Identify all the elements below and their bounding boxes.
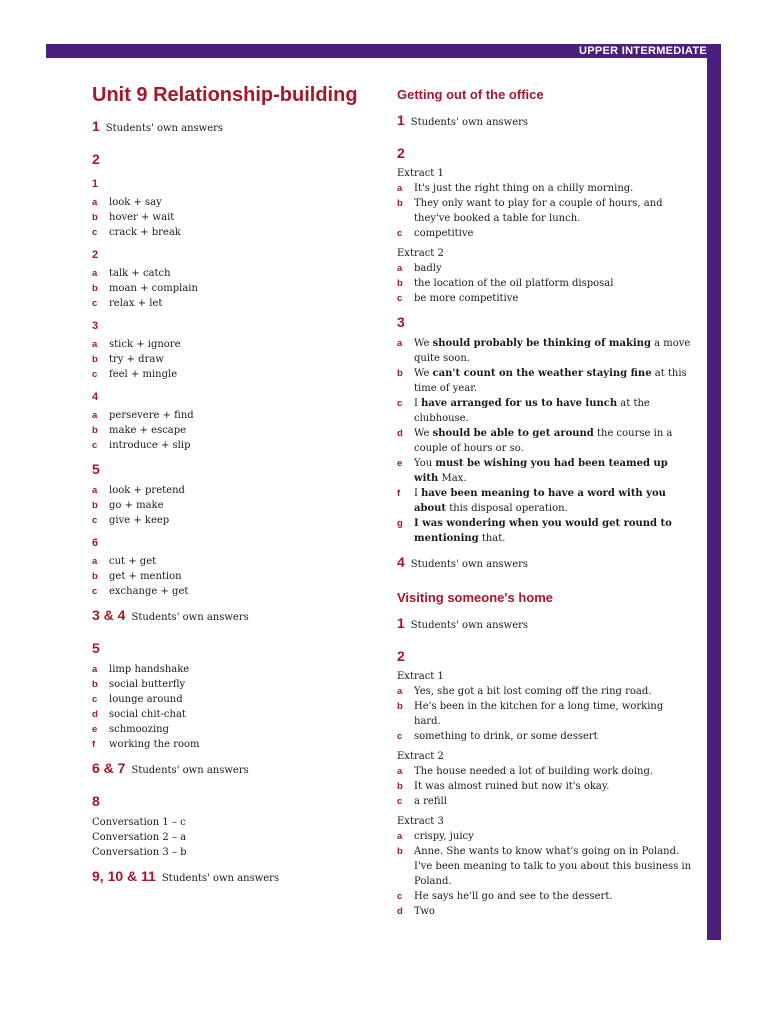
item-letter: b <box>92 425 98 436</box>
list-item <box>397 276 692 291</box>
exercise-8 <box>92 791 382 860</box>
item-text: We <box>414 368 433 379</box>
item-letter: a <box>92 556 98 567</box>
item-letter: b <box>92 500 98 511</box>
list-item <box>397 779 692 794</box>
item-bold-text: have been meaning to have a word with you about <box>414 488 666 514</box>
item-text: crack + break <box>109 227 181 238</box>
right-column <box>397 82 692 925</box>
item-letter: b <box>92 679 98 690</box>
list-item <box>92 195 382 210</box>
exercise-5-second <box>92 638 382 752</box>
item-letter: e <box>397 458 403 469</box>
item-text: crispy, juicy <box>414 831 474 842</box>
item-letter: c <box>397 796 403 807</box>
item-text: at the clubhouse. <box>414 398 650 424</box>
item-text: The house needed a lot of building work doing. <box>414 766 654 777</box>
item-letter: c <box>92 440 98 451</box>
item-text: social butterfly <box>109 679 186 690</box>
item-text: be more competitive <box>414 293 519 304</box>
section-title-office: Getting out of the office <box>397 87 544 102</box>
list-item <box>397 764 692 779</box>
list-item <box>92 569 382 584</box>
item-text: He says he'll go and see to the dessert. <box>414 891 613 902</box>
sub-number: 3 <box>92 320 99 332</box>
item-letter: a <box>397 831 403 842</box>
item-text: They only want to play for a couple of hours, and they've booked a table for lunch. <box>414 198 663 224</box>
item-letter: a <box>92 268 98 279</box>
exercise-3-4-heading <box>92 605 382 628</box>
item-text: feel + mingle <box>109 369 178 380</box>
list-item <box>92 677 382 692</box>
list-item <box>92 707 382 722</box>
item-text: We <box>414 428 433 439</box>
item-text: persevere + find <box>109 410 194 421</box>
item-letter: a <box>397 183 403 194</box>
list-item <box>397 456 692 486</box>
list-item <box>397 366 692 396</box>
exercise-note: Students' own answers <box>161 873 280 884</box>
list-item <box>397 729 692 744</box>
item-text: something to drink, or some dessert <box>414 731 598 742</box>
item-text: stick + ignore <box>109 339 181 350</box>
item-letter: a <box>397 263 403 274</box>
exercise-number: 1 <box>92 118 100 134</box>
list-item <box>397 196 692 226</box>
list-item <box>92 281 382 296</box>
item-bold-text: should probably be thinking of making <box>432 338 651 349</box>
sub-number: 4 <box>92 391 99 403</box>
conversation-line: Conversation 2 – a <box>92 832 187 843</box>
list-item <box>397 336 692 366</box>
exercise-number: 8 <box>92 793 100 809</box>
section-title-home: Visiting someone's home <box>397 590 553 605</box>
exercise-2-group-2 <box>92 248 382 311</box>
exercise-2-heading <box>92 149 382 169</box>
item-text: It was almost ruined but now it's okay. <box>414 781 610 792</box>
extract-label: Extract 1 <box>397 168 444 179</box>
exercise-9-10-11-heading <box>92 866 382 889</box>
list-item <box>92 266 382 281</box>
left-column <box>92 82 382 893</box>
exercise-heading <box>92 638 382 658</box>
exercise-1-heading <box>397 110 692 133</box>
exercise-note: Students' own answers <box>410 117 529 128</box>
item-letter: a <box>92 485 98 496</box>
exercise-2-heading <box>397 646 692 666</box>
exercise-6 <box>92 536 382 599</box>
item-text: a refill <box>414 796 447 807</box>
item-text: social chit-chat <box>109 709 186 720</box>
item-letter: b <box>92 212 98 223</box>
item-bold-text: can't count on the weather staying fine <box>432 368 652 379</box>
list-item <box>92 513 382 528</box>
item-letter: d <box>92 709 98 720</box>
exercise-2-heading <box>397 143 692 163</box>
exercise-1-heading <box>397 613 692 636</box>
item-text: badly <box>414 263 442 274</box>
list-item <box>397 794 692 809</box>
item-letter: d <box>397 906 403 917</box>
item-letter: c <box>92 227 98 238</box>
header-band <box>46 44 721 58</box>
exercise-number: 9, 10 & 11 <box>92 868 156 884</box>
item-text: competitive <box>414 228 474 239</box>
item-letter: e <box>92 724 98 735</box>
list-item <box>92 737 382 752</box>
item-text: give + keep <box>109 515 170 526</box>
item-letter: a <box>397 338 403 349</box>
exercise-note: Students' own answers <box>131 765 249 776</box>
item-letter: b <box>92 354 98 365</box>
item-text: try + draw <box>109 354 164 365</box>
extract-label: Extract 3 <box>397 816 444 827</box>
item-text: Yes, she got a bit lost coming off the ring road. <box>414 686 652 697</box>
list-item <box>92 438 382 453</box>
exercise-heading <box>92 791 382 811</box>
item-text: exchange + get <box>109 586 189 597</box>
item-text: Anne. She wants to know what's going on in Poland. I've been meaning to talk to you about this business in Poland. <box>414 846 692 887</box>
exercise-number: 2 <box>397 145 405 161</box>
item-letter: b <box>397 701 403 712</box>
list-item <box>397 396 692 426</box>
exercise-number: 6 & 7 <box>92 760 126 776</box>
list-item <box>92 352 382 367</box>
item-letter: a <box>92 664 98 675</box>
item-bold-text: have arranged for us to have lunch <box>421 398 618 409</box>
exercise-number: 1 <box>397 112 405 128</box>
exercise-number: 4 <box>397 554 405 570</box>
exercise-note: Students' own answers <box>105 123 224 134</box>
item-letter: c <box>397 891 403 902</box>
item-text: schmoozing <box>109 724 170 735</box>
item-text: You <box>414 458 436 469</box>
item-letter: c <box>397 293 403 304</box>
item-letter: a <box>397 686 403 697</box>
item-bold-text: must be wishing you had been teamed up with <box>414 458 668 484</box>
list-item <box>92 554 382 569</box>
exercise-6-7-heading <box>92 758 382 781</box>
item-letter: c <box>92 515 98 526</box>
exercise-1-heading <box>92 116 382 139</box>
item-text: He's been in the kitchen for a long time, working hard. <box>414 701 664 727</box>
extract-label: Extract 2 <box>397 751 444 762</box>
list-item <box>92 483 382 498</box>
exercise-number: 2 <box>92 151 100 167</box>
extract-label: Extract 1 <box>397 671 444 682</box>
item-text: Max. <box>438 473 467 484</box>
item-bold-text: I was wondering when you would get round to mentioning <box>414 518 672 544</box>
list-item <box>397 226 692 241</box>
item-text: that. <box>478 533 506 544</box>
list-item <box>92 337 382 352</box>
exercise-number: 5 <box>92 461 100 477</box>
item-letter: c <box>92 298 98 309</box>
list-item <box>397 261 692 276</box>
list-item <box>92 692 382 707</box>
item-text: working the room <box>109 739 200 750</box>
list-item <box>92 225 382 240</box>
list-item <box>397 829 692 844</box>
extract-label: Extract 2 <box>397 248 444 259</box>
item-letter: c <box>92 369 98 380</box>
list-item <box>92 408 382 423</box>
exercise-2-group-1 <box>92 177 382 240</box>
list-item <box>92 662 382 677</box>
list-item <box>397 684 692 699</box>
list-item <box>397 904 692 919</box>
item-text: introduce + slip <box>109 440 191 451</box>
item-letter: b <box>92 571 98 582</box>
item-letter: a <box>92 410 98 421</box>
side-bar <box>707 44 721 940</box>
item-letter: a <box>92 197 98 208</box>
list-item <box>92 210 382 225</box>
item-text: at this time of year. <box>414 368 687 394</box>
item-text: go + make <box>109 500 164 511</box>
exercise-3-heading <box>397 312 692 332</box>
exercise-number: 1 <box>397 615 405 631</box>
item-text: I <box>414 398 422 409</box>
exercise-note: Students' own answers <box>410 559 529 570</box>
item-text: talk + catch <box>109 268 171 279</box>
exercise-heading <box>92 459 382 479</box>
list-item <box>92 296 382 311</box>
conversation-line: Conversation 1 – c <box>92 817 186 828</box>
item-text: this disposal operation. <box>446 503 568 514</box>
exercise-4-heading <box>397 552 692 575</box>
exercise-number: 2 <box>397 648 405 664</box>
sub-number: 6 <box>92 537 99 549</box>
list-item <box>92 584 382 599</box>
item-text: limp handshake <box>109 664 190 675</box>
item-letter: f <box>397 488 401 499</box>
conversation-line: Conversation 3 – b <box>92 847 187 858</box>
exercise-2-group-3 <box>92 319 382 382</box>
list-item <box>92 498 382 513</box>
exercise-5-first <box>92 459 382 528</box>
item-text: moan + complain <box>109 283 198 294</box>
item-text: a move quite soon. <box>414 338 691 364</box>
list-item <box>397 844 692 889</box>
unit-title: Unit 9 Relationship-building <box>92 84 358 106</box>
list-item <box>397 181 692 196</box>
sub-number: 1 <box>92 178 99 190</box>
item-text: the course in a couple of hours or so. <box>414 428 673 454</box>
item-text: It's just the right thing on a chilly morning. <box>414 183 634 194</box>
item-letter: c <box>92 694 98 705</box>
list-item <box>397 486 692 516</box>
item-text: cut + get <box>109 556 157 567</box>
item-text: lounge around <box>109 694 183 705</box>
exercise-note: Students' own answers <box>410 620 529 631</box>
list-item <box>92 423 382 438</box>
list-item <box>92 722 382 737</box>
item-text: I <box>414 488 422 499</box>
list-item <box>397 516 692 546</box>
exercise-number: 3 & 4 <box>92 607 126 623</box>
list-item <box>397 426 692 456</box>
exercise-number: 5 <box>92 640 100 656</box>
item-letter: d <box>397 428 403 439</box>
exercise-note: Students' own answers <box>131 612 249 623</box>
item-letter: g <box>397 518 403 529</box>
item-letter: f <box>92 739 96 750</box>
item-letter: b <box>397 846 403 857</box>
item-letter: b <box>397 368 403 379</box>
item-letter: c <box>397 398 403 409</box>
item-text: Two <box>414 906 435 917</box>
item-letter: b <box>397 278 403 289</box>
item-letter: c <box>397 731 403 742</box>
item-text: get + mention <box>109 571 182 582</box>
item-bold-text: should be able to get around <box>432 428 594 439</box>
list-item <box>397 699 692 729</box>
item-letter: c <box>397 228 403 239</box>
item-letter: a <box>92 339 98 350</box>
item-text: look + say <box>109 197 162 208</box>
item-letter: a <box>397 766 403 777</box>
item-text: relax + let <box>109 298 163 309</box>
level-label: UPPER INTERMEDIATE <box>578 45 707 57</box>
exercise-2-group-4 <box>92 390 382 453</box>
list-item <box>397 291 692 306</box>
sub-number: 2 <box>92 249 99 261</box>
item-letter: b <box>397 198 403 209</box>
item-letter: b <box>92 283 98 294</box>
item-text: We <box>414 338 433 349</box>
item-letter: c <box>92 586 98 597</box>
item-text: look + pretend <box>109 485 185 496</box>
item-text: hover + wait <box>109 212 175 223</box>
list-item <box>92 367 382 382</box>
item-letter: b <box>397 781 403 792</box>
item-text: the location of the oil platform disposal <box>414 278 614 289</box>
exercise-number: 3 <box>397 314 405 330</box>
list-item <box>397 889 692 904</box>
item-text: make + escape <box>109 425 187 436</box>
